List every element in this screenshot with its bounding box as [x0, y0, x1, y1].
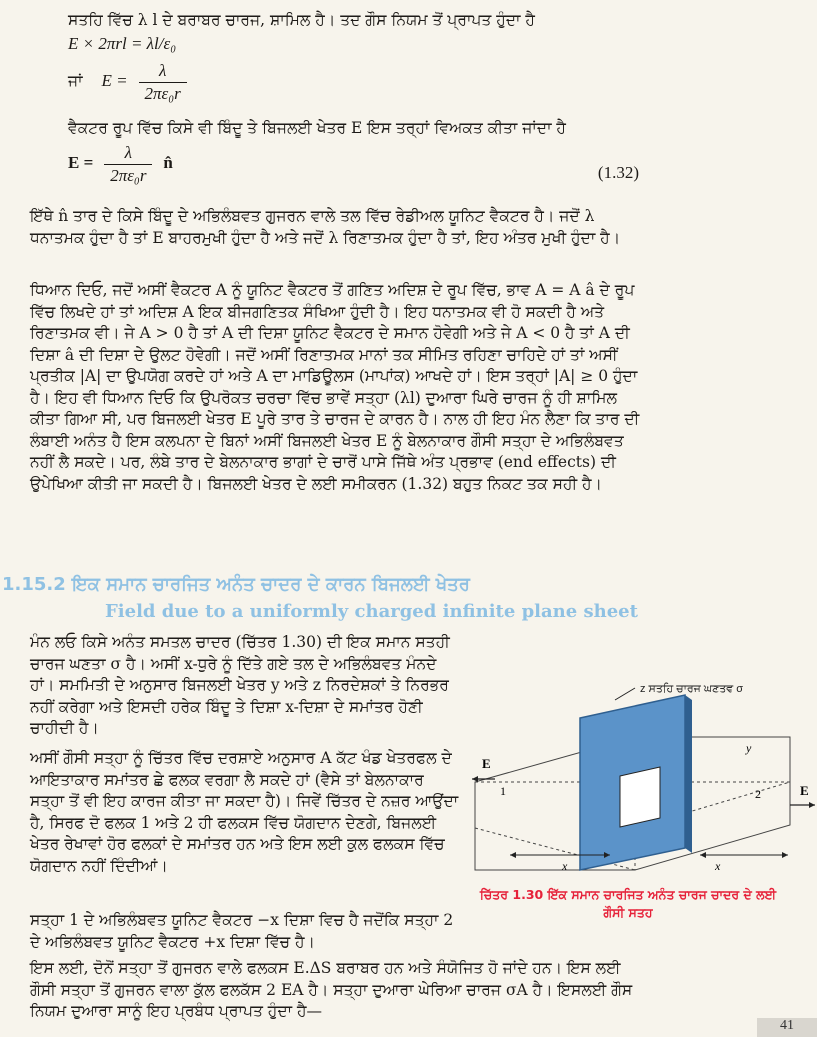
dimension-x-right-head: [700, 852, 706, 858]
arrowhead-E-right: [809, 802, 815, 808]
sheet-area-A: [620, 767, 660, 827]
vector-form-line: ਵੈਕਟਰ ਰੂਪ ਵਿੱਚ ਕਿਸੇ ਵੀ ਬਿੰਦੂ ਤੇ ਬਿਜਲਈ ਖੇਤਰ E ਇਸ ਤਰ੍ਹਾਂ ਵਿਅਕਤ ਕੀਤਾ ਜਾਂਦਾ ਹੈ: [68, 119, 566, 137]
equation-number: (1.32): [597, 163, 639, 182]
label-face-2: 2: [755, 787, 761, 801]
equation-or-label: ਜਾਂ: [68, 72, 83, 90]
intro-line: ਸਤਹਿ ਵਿੱਚ λ l ਦੇ ਬਰਾਬਰ ਚਾਰਜ, ਸ਼ਾਮਿਲ ਹੈ। ਤਦ ਗੌਸ ਨਿਯਮ ਤੋਂ ਪ੍ਰਾਪਤ ਹੁੰਦਾ ਹੈ: [68, 11, 535, 29]
paragraph-unit-vector: ਇੱਥੇ n̂ ਤਾਰ ਦੇ ਕਿਸੇ ਬਿੰਦੂ ਦੇ ਅਭਿਲੰਬਵਤ ਗੁਜਰਨ ਵਾਲੇ ਤਲ ਵਿੱਚ ਰੇਡੀਅਲ ਯੂਨਿਟ ਵੈਕਟਰ ਹੈ। ਜਦੋਂ λ ਧਨਾਤਮਕ ਹੁੰਦਾ ਹੈ ਤਾਂ E ਬਾਹਰਮੁਖੀ ਹੁੰਦਾ ਹੈ ਅਤੇ ਜਦੋਂ λ ਰਿਣਾਤਮਕ ਹੁੰਦਾ ਹੈ ਤਾਂ, ਇਹ ਅੰਤਰ ਮੁਖੀ ਹੁੰਦਾ ਹੈ।: [30, 207, 621, 247]
fraction-numerator: λ: [139, 60, 187, 83]
figure-caption: ਚਿੱਤਰ 1.30 ਇੱਕ ਸਮਾਨ ਚਾਰਜਿਤ ਅਨੰਤ ਚਾਰਜ ਚਾਦਰ ਦੇ ਲਈ ਗੌਸੀ ਸਤਹ: [479, 887, 777, 920]
label-x-right: x: [715, 859, 721, 873]
label-y-axis: y: [746, 741, 752, 755]
equation-fraction: [104, 142, 152, 186]
equation-fraction: [139, 60, 187, 104]
charged-sheet-edge: [685, 695, 692, 853]
fraction-denominator: 2πε₀r: [110, 165, 147, 185]
section-heading-english: Field due to a uniformly charged infinite plane sheet: [105, 601, 638, 622]
paragraph-infinite-sheet: ਮੰਨ ਲਓ ਕਿਸੇ ਅਨੰਤ ਸਮਤਲ ਚਾਦਰ (ਚਿੱਤਰ 1.30) ਦੀ ਇਕ ਸਮਾਨ ਸਤਹੀ ਚਾਰਜ ਘਣਤਾ σ ਹੈ। ਅਸੀਂ x-ਧੁਰੇ ਨੂੰ ਦਿੱਤੇ ਗਏ ਤਲ ਦੇ ਅਭਿਲੰਬਵਤ ਮੰਨਦੇ ਹਾਂ। ਸਮਮਿਤੀ ਦੇ ਅਨੁਸਾਰ ਬਿਜਲਈ ਖੇਤਰ y ਅਤੇ z ਨਿਰਦੇਸ਼ਕਾਂ ਤੇ ਨਿਰਭਰ ਨਹੀਂ ਕਰੇਗਾ ਅਤੇ ਇਸਦੀ ਹਰੇਕ ਬਿੰਦੂ ਤੇ ਦਿਸ਼ਾ x-ਦਿਸ਼ਾ ਦੇ ਸਮਾਂਤਰ ਹੋਣੀ ਚਾਹੀਦੀ ਹੈ।: [30, 633, 450, 737]
label-E-left: E: [482, 756, 491, 771]
label-charge-density: z ਸਤਹਿ ਚਾਰਜ ਘਣਤਵ σ: [640, 683, 744, 695]
equation-lhs: E =: [101, 71, 128, 90]
equation-gauss: E × 2πrl = λl/ε₀: [68, 34, 177, 53]
page-number: 41: [757, 1018, 817, 1037]
label-E-right: E: [800, 783, 809, 798]
paragraph-unit-normals: ਸਤ੍ਹਾ 1 ਦੇ ਅਭਿਲੰਬਵਤ ਯੂਨਿਟ ਵੈਕਟਰ −x ਦਿਸ਼ਾ ਵਿਚ ਹੈ ਜਦੋਂਕਿ ਸਤ੍ਹਾ 2 ਦੇ ਅਭਿਲੰਬਵਤ ਯੂਨਿਟ ਵੈਕਟਰ +x ਦਿਸ਼ਾ ਵਿੱਚ ਹੈ।: [30, 911, 454, 951]
section-heading-punjabi: 1.15.2 ਇਕ ਸਮਾਨ ਚਾਰਜਿਤ ਅਨੰਤ ਚਾਦਰ ਦੇ ਕਾਰਨ ਬਿਜਲਈ ਖੇਤਰ: [2, 574, 470, 595]
fraction-numerator: λ: [104, 142, 152, 165]
figure-gaussian-sheet: [470, 680, 817, 920]
paragraph-gaussian-surface: ਅਸੀਂ ਗੌਸੀ ਸਤ੍ਹਾ ਨੂੰ ਚਿੱਤਰ ਵਿੱਚ ਦਰਸ਼ਾਏ ਅਨੁਸਾਰ A ਕੱਟ ਖੰਡ ਖੇਤਰਫਲ ਦੇ ਆਇਤਾਕਾਰ ਸਮਾਂਤਰ ਛੇ ਫਲਕ ਵਰਗਾ ਲੈ ਸਕਦੇ ਹਾਂ (ਵੈਸੇ ਤਾਂ ਬੇਲਨਾਕਾਰ ਸਤ੍ਹਾ ਤੋਂ ਵੀ ਇਹ ਕਾਰਜ ਕੀਤਾ ਜਾ ਸਕਦਾ ਹੈ)। ਜਿਵੇਂ ਚਿੱਤਰ ਦੇ ਨਜ਼ਰ ਆਉਂਦਾ ਹੈ, ਸਿਰਫ ਦੋ ਫਲਕ 1 ਅਤੇ 2 ਹੀ ਫਲਕਸ ਵਿੱਚ ਯੋਗਦਾਨ ਦੇਣਗੇ, ਬਿਜਲਈ ਖੇਤਰ ਰੇਖਾਵਾਂ ਹੋਰ ਫਲਕਾਂ ਦੇ ਸਮਾਂਤਰ ਹਨ ਅਤੇ ਇਸ ਲਈ ਕੁਲ ਫਲਕਸ ਵਿੱਚ ਯੋਗਦਾਨ ਨਹੀਂ ਦਿੰਦੀਆਂ।: [30, 749, 459, 875]
fraction-denominator: 2πε₀r: [144, 83, 181, 103]
label-x-left: x: [562, 859, 568, 873]
dimension-x-right-tail: [782, 852, 788, 858]
pointer-line: [615, 688, 635, 700]
arrowhead-E-left: [472, 776, 478, 782]
equation-field-scalar: [68, 60, 193, 104]
unit-vector-n: n̂: [163, 153, 173, 172]
paragraph-flux-result: ਇਸ ਲਈ, ਦੋਨੋਂ ਸਤ੍ਹਾ ਤੋਂ ਗੁਜਰਨ ਵਾਲੇ ਫਲਕਸ E.ΔS ਬਰਾਬਰ ਹਨ ਅਤੇ ਸੰਯੋਜਿਤ ਹੋ ਜਾਂਦੇ ਹਨ। ਇਸ ਲਈ ਗੌਸੀ ਸਤ੍ਹਾ ਤੋਂ ਗੁਜਰਨ ਵਾਲਾ ਕੁੱਲ ਫਲਕੱਸ 2 EA ਹੈ। ਸਤ੍ਹਾ ਦੁਆਰਾ ਘੇਰਿਆ ਚਾਰਜ σA ਹੈ। ਇਸਲਈ ਗੌਸ ਨਿਯਮ ਦੁਆਰਾ ਸਾਨੂੰ ਇਹ ਪ੍ਰਬੰਧ ਪ੍ਰਾਪਤ ਹੁੰਦਾ ਹੈ—: [30, 959, 633, 1020]
paragraph-scalar-note: ਧਿਆਨ ਦਿਓ, ਜਦੋਂ ਅਸੀਂ ਵੈਕਟਰ A ਨੂੰ ਯੂਨਿਟ ਵੈਕਟਰ ਤੋਂ ਗਣਿਤ ਅਦਿਸ਼ ਦੇ ਰੂਪ ਵਿੱਚ, ਭਾਵ A = A â ਦੇ ਰੂਪ ਵਿੱਚ ਲਿਖਦੇ ਹਾਂ ਤਾਂ ਅਦਿਸ਼ A ਇਕ ਬੀਜਗਣਿਤਕ ਸੰਖਿਆ ਹੁੰਦੀ ਹੈ। ਇਹ ਧਨਾਤਮਕ ਵੀ ਹੋ ਸਕਦੀ ਹੈ ਅਤੇ ਰਿਣਾਤਮਕ ਵੀ। ਜੇ A > 0 ਹੈ ਤਾਂ A ਦੀ ਦਿਸ਼ਾ ਯੂਨਿਟ ਵੈਕਟਰ ਦੇ ਸਮਾਨ ਹੋਵੇਗੀ ਅਤੇ ਜੇ A < 0 ਹੈ ਤਾਂ A ਦੀ ਦਿਸ਼ਾ â ਦੀ ਦਿਸ਼ਾ ਦੇ ਉਲਟ ਹੋਵੇਗੀ। ਜਦੋਂ ਅਸੀਂ ਰਿਣਾਤਮਕ ਮਾਨਾਂ ਤਕ ਸੀਮਿਤ ਰਹਿਣਾ ਚਾਹਿਦੇ ਹਾਂ ਤਾਂ ਅਸੀਂ ਪ੍ਰਤੀਕ |A| ਦਾ ਉਪਯੋਗ ਕਰਦੇ ਹਾਂ ਅਤੇ A ਦਾ ਮਾਡਿਊਲਸ (ਮਾਪਾਂਕ) ਆਖਦੇ ਹਾਂ। ਇਸ ਤਰ੍ਹਾਂ |A| ≥ 0 ਹੁੰਦਾ ਹੈ। ਇਹ ਵੀ ਧਿਆਨ ਦਿਓ ਕਿ ਉਪਰੋਕਤ ਚਰਚਾ ਵਿੱਚ ਭਾਵੇਂ ਸਤ੍ਹਾ (λl) ਦੁਆਰਾ ਘਿਰੇ ਚਾਰਜ ਨੂੰ ਹੀ ਸ਼ਾਮਿਲ ਕੀਤਾ ਗਿਆ ਸੀ, ਪਰ ਬਿਜਲਈ ਖੇਤਰ E ਪੂਰੇ ਤਾਰ ਤੇ ਚਾਰਜ ਦੇ ਕਾਰਨ ਹੈ। ਨਾਲ ਹੀ ਇਹ ਮੰਨ ਲੈਣਾ ਕਿ ਤਾਰ ਦੀ ਲੰਬਾਈ ਅਨੰਤ ਹੈ ਇਸ ਕਲਪਨਾ ਦੇ ਬਿਨਾਂ ਅਸੀਂ ਬਿਜਲਈ ਖੇਤਰ E ਨੂੰ ਬੇਲਨਾਕਾਰ ਗੌਸੀ ਸਤ੍ਹਾ ਦੇ ਅਭਿਲੰਬਵਤ ਨਹੀਂ ਲੈ ਸਕਦੇ। ਪਰ, ਲੰਬੇ ਤਾਰ ਦੇ ਬੇਲਨਾਕਾਰ ਭਾਗਾਂ ਦੇ ਚਾਰੋਂ ਪਾਸੇ ਜਿੱਥੇ ਅੰਤ ਪ੍ਰਭਾਵ (end effects) ਦੀ ਉਪੇਖਿਆ ਕੀਤੀ ਜਾ ਸਕਦੀ ਹੈ। ਬਿਜਲਈ ਖੇਤਰ ਦੇ ਲਈ ਸਮੀਕਰਨ (1.32) ਬਹੁਤ ਨਿਕਟ ਤਕ ਸਹੀ ਹੈ।: [30, 281, 640, 493]
label-face-1: 1: [500, 784, 506, 798]
equation-field-vector: [68, 142, 173, 186]
dimension-x-left-head: [510, 852, 516, 858]
equation-lhs: E =: [68, 153, 94, 172]
